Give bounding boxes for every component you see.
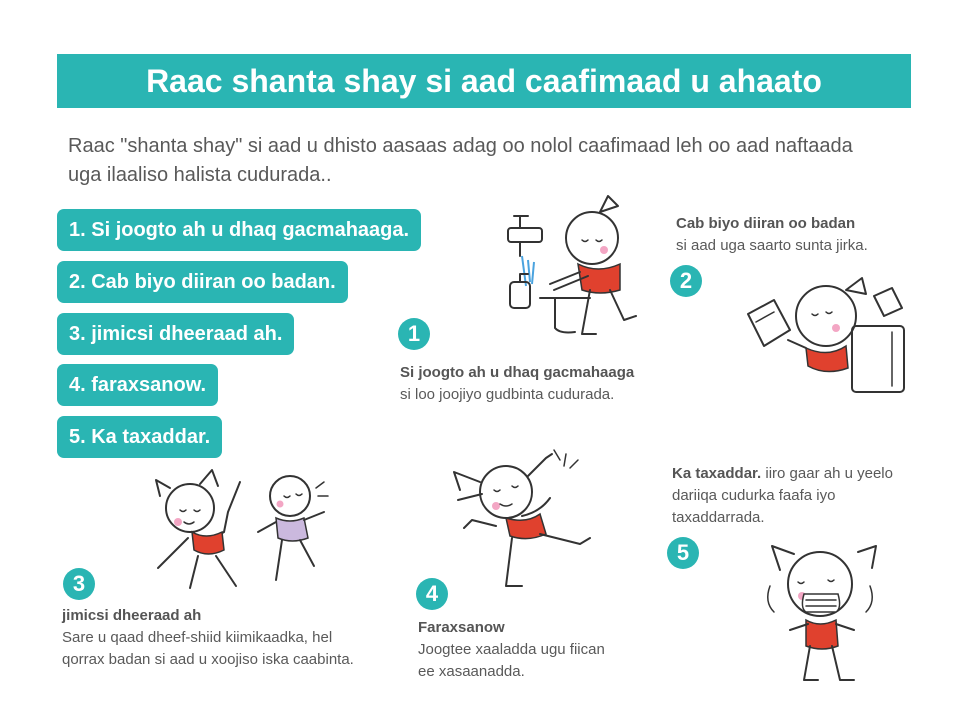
step-5-badge: 5 <box>667 537 699 569</box>
step-3-title: jimicsi dheeraad ah <box>62 607 202 624</box>
step-1-title: Si joogto ah u dhaq gacmahaaga <box>400 364 635 381</box>
step-3-badge: 3 <box>63 568 95 600</box>
list-item-5: 5. Ka taxaddar. <box>57 416 222 458</box>
step-1-caption <box>400 362 710 406</box>
step-3-caption <box>62 605 372 671</box>
handwashing-illustration <box>500 190 660 350</box>
step-5-title: Ka taxaddar. <box>672 465 762 482</box>
step-2-text: si aad uga saarto sunta jirka. <box>676 237 868 254</box>
step-2-caption <box>676 213 936 257</box>
step-1-text: si loo joojiyo gudbinta cudurada. <box>400 386 615 403</box>
list-item-3: 3. jimicsi dheeraad ah. <box>57 313 294 355</box>
mask-illustration <box>758 540 908 690</box>
step-2-title: Cab biyo diiran oo badan <box>676 215 856 232</box>
step-4-caption <box>418 617 618 683</box>
list-item-1: 1. Si joogto ah u dhaq gacmahaaga. <box>57 209 421 251</box>
step-4-title: Faraxsanow <box>418 619 505 636</box>
step-5-caption <box>672 463 912 529</box>
list-item-2: 2. Cab biyo diiran oo badan. <box>57 261 348 303</box>
intro-text: Raac "shanta shay" si aad u dhisto aasaas adag oo nolol caafimaad leh oo aad naftaada uga ilaaliso halista cudurada.. <box>68 135 853 186</box>
step-1-badge: 1 <box>398 318 430 350</box>
page-title: Raac shanta shay si aad caafimaad u ahaato <box>57 54 911 108</box>
step-3-text: Sare u qaad dheef-shiid kiimikaadka, hel qorrax badan si aad u xoojiso iska caabinta. <box>62 629 354 668</box>
step-4-badge: 4 <box>416 578 448 610</box>
step-5-text: iiro gaar ah u yeelo dariiqa cudurka faafa iyo taxaddarrada. <box>672 465 893 526</box>
step-2-badge: 2 <box>670 265 702 297</box>
drinking-water-illustration <box>742 270 922 400</box>
happy-dance-illustration <box>436 446 616 596</box>
step-4-text: Joogtee xaaladda ugu fiican ee xasaanadda. <box>418 641 605 680</box>
exercise-illustration <box>140 466 360 596</box>
list-item-4: 4. faraxsanow. <box>57 364 218 406</box>
